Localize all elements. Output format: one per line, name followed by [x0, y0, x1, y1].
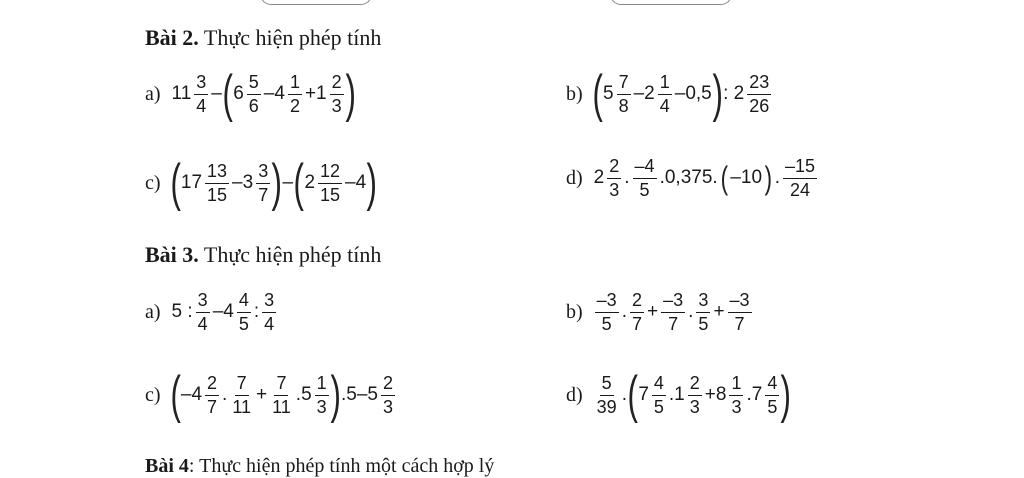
bai3-problem-a — [145, 291, 278, 334]
bai2-problem-c — [145, 154, 378, 212]
problem-label: b) — [566, 300, 583, 323]
cropped-arc-left — [260, 0, 372, 5]
bai3-number: Bài 3. — [145, 242, 199, 267]
problem-label: d) — [566, 383, 583, 406]
bai2-heading — [145, 25, 381, 51]
bai3-problem-c — [145, 366, 397, 424]
problem-label: a) — [145, 300, 161, 323]
bai2-title: Thực hiện phép tính — [198, 25, 382, 50]
bai3-title: Thực hiện phép tính — [198, 242, 382, 267]
bai4-number: Bài 4 — [145, 455, 189, 477]
bai2-number: Bài 2. — [145, 25, 199, 50]
bai3-problem-b — [566, 291, 754, 334]
problem-label: c) — [145, 171, 161, 194]
math-expression: $\frac{5}{39}$ . ( 7 $\frac{4}{5}$ .1 $\frac{2}{3}$ +8 $\frac{1}{3}$ .7 $\frac{4}{5}$ ) — [596, 366, 792, 424]
bai4-heading — [145, 455, 494, 478]
problem-label: c) — [145, 383, 161, 406]
problem-label: d) — [566, 166, 583, 189]
bai3-heading — [145, 242, 381, 268]
cropped-arc-right — [610, 0, 732, 5]
math-expression: 2 $\frac{2}{3}$ . $\frac{-4}{5}$ .0,375. ( –10 ) . $\frac{-15}{24}$ — [593, 156, 816, 200]
bai2-problem-d — [566, 157, 819, 200]
bai4-title: : Thực hiện phép tính một cách hợp lý — [188, 455, 495, 477]
bai3-problem-d — [566, 366, 792, 424]
bai2-problem-a — [145, 65, 356, 123]
math-expression: 11 $\frac{3}{4}$ – ( 6 $\frac{5}{6}$ –4 $\frac{1}{2}$ +1 $\frac{2}{3}$ ) — [171, 65, 356, 123]
math-expression: $\frac{-3}{5}$ . $\frac{2}{7}$ + $\frac{-3}{7}$ . $\frac{3}{5}$ + $\frac{-3}{7}$ — [596, 290, 750, 334]
problem-label: a) — [145, 82, 161, 105]
problem-label: b) — [566, 82, 583, 105]
math-expression: ( 5 $\frac{7}{8}$ –2 $\frac{1}{4}$ –0,5 ) : 2 $\frac{23}{26}$ — [592, 65, 770, 123]
math-expression: ( –4 $\frac{2}{7}$ . $\frac{7}{11}$ + $\frac{7}{11}$ .5 $\frac{1}{3}$ ) .5–5 $\frac{2}{3}$ — [170, 366, 393, 424]
math-expression: ( 17 $\frac{13}{15}$ –3 $\frac{3}{7}$ ) – ( 2 $\frac{12}{15}$ –4 ) — [170, 154, 378, 212]
math-expression: 5 : $\frac{3}{4}$ –4 $\frac{4}{5}$ : $\frac{3}{4}$ — [171, 290, 275, 334]
bai2-problem-b — [566, 65, 773, 123]
